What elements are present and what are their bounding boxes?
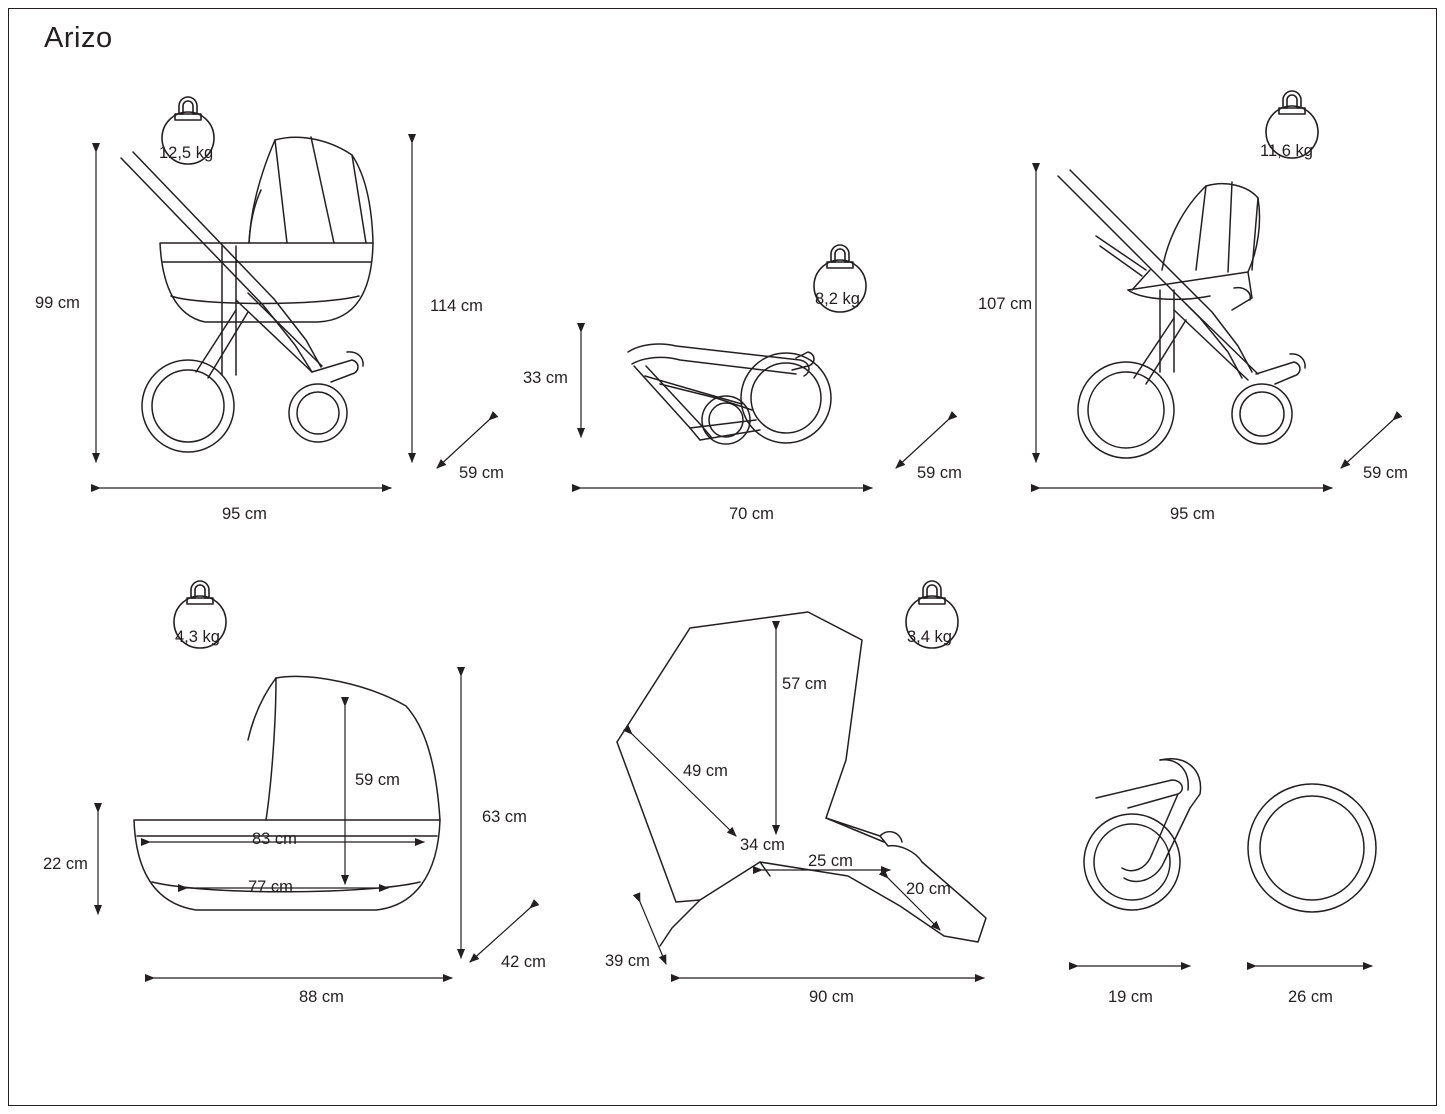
figure-front-wheel-drawing: [1084, 759, 1201, 910]
dimension-label-70: 70 cm: [729, 505, 774, 523]
weight-label-125: 12,5 kg: [159, 144, 214, 162]
figure-folded-chassis-drawing: [628, 344, 831, 444]
dimension-label-42: 42 cm: [501, 953, 546, 971]
dimension-label-19: 19 cm: [1108, 988, 1153, 1006]
weight-label-43: 4,3 kg: [175, 628, 220, 646]
dimension-label-57: 57 cm: [782, 675, 827, 693]
dimension-label-77: 77 cm: [248, 878, 293, 896]
dimension-label-114: 114 cm: [430, 297, 483, 315]
dimension-label-26: 26 cm: [1288, 988, 1333, 1006]
dimension-label-20: 20 cm: [906, 880, 951, 898]
figure-carrycot-drawing: [134, 676, 440, 910]
dimension-label-22: 22 cm: [43, 855, 88, 873]
figure-pram-carrycot-drawing: [121, 137, 373, 452]
weight-label-82: 8,2 kg: [815, 290, 860, 308]
dimension-label-59-b: 59 cm: [917, 464, 962, 482]
dimension-label-95-b: 95 cm: [1170, 505, 1215, 523]
dimension-label-25: 25 cm: [808, 852, 853, 870]
dimension-label-99: 99 cm: [35, 294, 80, 312]
dimension-label-39: 39 cm: [605, 952, 650, 970]
dimension-label-59-d: 59 cm: [355, 771, 400, 789]
weight-label-34: 3,4 kg: [907, 628, 952, 646]
dimension-label-49: 49 cm: [683, 762, 728, 780]
figure4-dimensions: [98, 676, 530, 978]
page-title: Arizo: [44, 22, 113, 54]
dimension-label-90: 90 cm: [809, 988, 854, 1006]
dimension-label-59-a: 59 cm: [459, 464, 504, 482]
weight-label-116: 11,6 kg: [1260, 142, 1313, 160]
figure-rear-wheel-drawing: [1248, 784, 1376, 912]
dimension-label-63: 63 cm: [482, 808, 527, 826]
dimension-label-107: 107 cm: [978, 295, 1033, 313]
dimension-label-33: 33 cm: [523, 369, 568, 387]
dimension-label-88: 88 cm: [299, 988, 344, 1006]
dimension-label-34: 34 cm: [740, 836, 785, 854]
dimension-label-95-a: 95 cm: [222, 505, 267, 523]
figure-stroller-chassis-drawing: [1058, 170, 1305, 458]
dimension-label-83: 83 cm: [252, 830, 297, 848]
dimension-label-59-c: 59 cm: [1363, 464, 1408, 482]
